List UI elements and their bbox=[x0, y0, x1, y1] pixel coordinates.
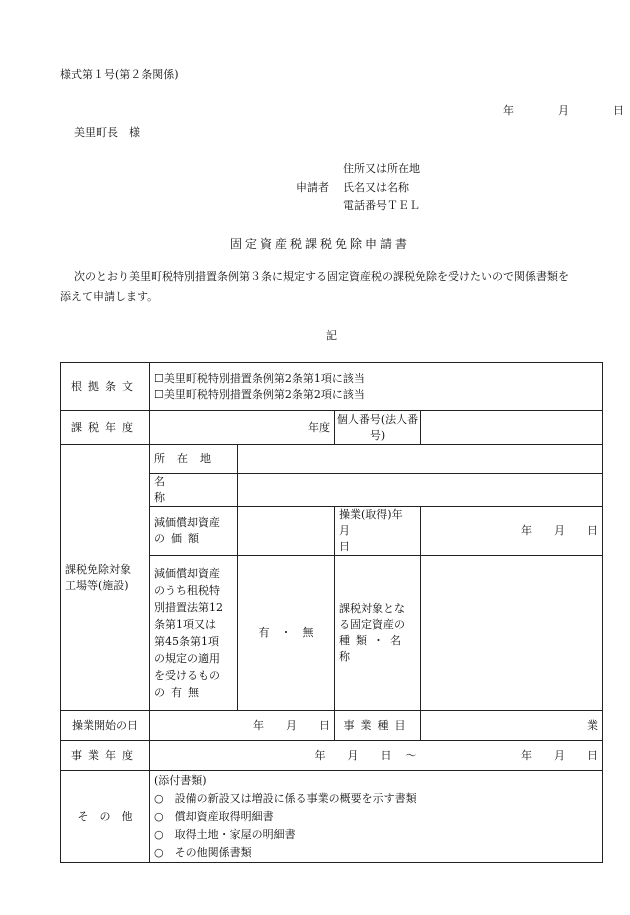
form-number: 様式第１号(第２条関係) bbox=[60, 68, 179, 81]
depreciable-value-line-2: の価額 bbox=[154, 532, 205, 545]
name-label-cell bbox=[150, 474, 238, 507]
taxable-asset-label: 課税対象とな る固定資産の 種類・名称 bbox=[335, 556, 421, 711]
attachment-item[interactable]: ○ その他関係書類 bbox=[154, 846, 252, 859]
special-measures-label: 減価償却資産 のうち租税特 別措置法第12 条第1項又は 第45条第1項 の規定の適用 を受けるもの の有無 bbox=[150, 556, 238, 711]
basis-options bbox=[150, 363, 603, 411]
operation-start-row bbox=[61, 711, 603, 741]
location-label: 所在地 bbox=[150, 445, 238, 474]
depreciable-value-label bbox=[150, 507, 238, 556]
location-row bbox=[61, 445, 603, 474]
basis-option-1[interactable]: ☐美里町税特別措置条例第2条第1項に該当 bbox=[154, 371, 365, 385]
attachments-cell bbox=[150, 771, 603, 863]
facility-label-line-2: 工場等(施設) bbox=[65, 578, 129, 592]
business-type-field[interactable]: 業 bbox=[421, 711, 603, 741]
year-label: 年 bbox=[503, 104, 514, 117]
application-table bbox=[60, 362, 603, 863]
yes-no-choice[interactable]: 有 ・ 無 bbox=[238, 556, 335, 711]
month-label: 月 bbox=[558, 104, 569, 117]
other-row bbox=[61, 771, 603, 863]
basis-option-2[interactable]: ☐美里町税特別措置条例第2条第2項に該当 bbox=[154, 387, 365, 401]
location-field[interactable] bbox=[238, 445, 603, 474]
business-year-row bbox=[61, 741, 603, 771]
intro-line-2: 添えて申請します。 bbox=[60, 290, 159, 303]
basis-row bbox=[61, 363, 603, 411]
tax-year-field[interactable] bbox=[150, 411, 335, 445]
operation-acquired-line-1: 操業(取得)年 bbox=[339, 508, 403, 521]
business-year-start-field[interactable]: 年 月 日 ～ bbox=[150, 741, 421, 771]
depreciable-value-field[interactable] bbox=[238, 507, 335, 556]
attachment-item[interactable]: ○ 設備の新設又は増設に係る事業の概要を示す書類 bbox=[154, 792, 417, 805]
tax-year-unit: 年度 bbox=[308, 420, 330, 434]
attachment-item[interactable]: ○ 償却資産取得明細書 bbox=[154, 810, 274, 823]
applicant-label: 申請者 bbox=[296, 181, 329, 194]
business-type-label: 事業種目 bbox=[335, 711, 421, 741]
name-field[interactable] bbox=[238, 474, 603, 507]
attachment-item[interactable]: ○ 取得土地・家屋の明細書 bbox=[154, 828, 296, 841]
tax-year-row bbox=[61, 411, 603, 445]
personal-number-field[interactable] bbox=[421, 411, 603, 445]
other-label: そ の 他 bbox=[61, 771, 150, 863]
operation-start-label: 操業開始の日 bbox=[61, 711, 150, 741]
ki-heading: 記 bbox=[326, 329, 337, 342]
application-date bbox=[503, 102, 624, 118]
depreciable-value-line-1: 減価償却資産 bbox=[154, 516, 220, 529]
operation-start-date-field[interactable]: 年 月 日 bbox=[150, 711, 335, 741]
attachments-header: (添付書類) bbox=[154, 774, 207, 787]
operation-acquired-label bbox=[335, 507, 421, 556]
applicant-address-label: 住所又は所在地 bbox=[343, 162, 420, 175]
applicant-name-label: 氏名又は名称 bbox=[343, 181, 409, 194]
basis-label: 根拠条文 bbox=[61, 363, 150, 411]
taxable-asset-field[interactable] bbox=[421, 556, 603, 711]
intro-line-1: 次のとおり美里町税特別措置条例第３条に規定する固定資産税の課税免除を受けたいので関係書類を bbox=[74, 270, 569, 283]
facility-label bbox=[61, 445, 150, 711]
name-label: 名称 bbox=[154, 475, 209, 504]
tax-year-label: 課税年度 bbox=[61, 411, 150, 445]
addressee: 美里町長 様 bbox=[74, 126, 140, 139]
wave-dash: ～ bbox=[405, 748, 417, 762]
page-title: 固定資産税課税免除申請書 bbox=[230, 237, 411, 251]
operation-acquired-line-2: 月日 bbox=[339, 524, 390, 553]
facility-label-line-1: 課税免除対象 bbox=[65, 562, 131, 576]
business-year-end-field[interactable]: 年 月 日 bbox=[421, 741, 603, 771]
business-year-label: 事業年度 bbox=[61, 741, 150, 771]
day-label: 日 bbox=[613, 104, 624, 117]
personal-number-label: 個人番号(法人番号) bbox=[335, 411, 421, 445]
applicant-phone-label: 電話番号ＴＥＬ bbox=[343, 199, 420, 212]
operation-acquired-date-field[interactable]: 年 月 日 bbox=[421, 507, 603, 556]
